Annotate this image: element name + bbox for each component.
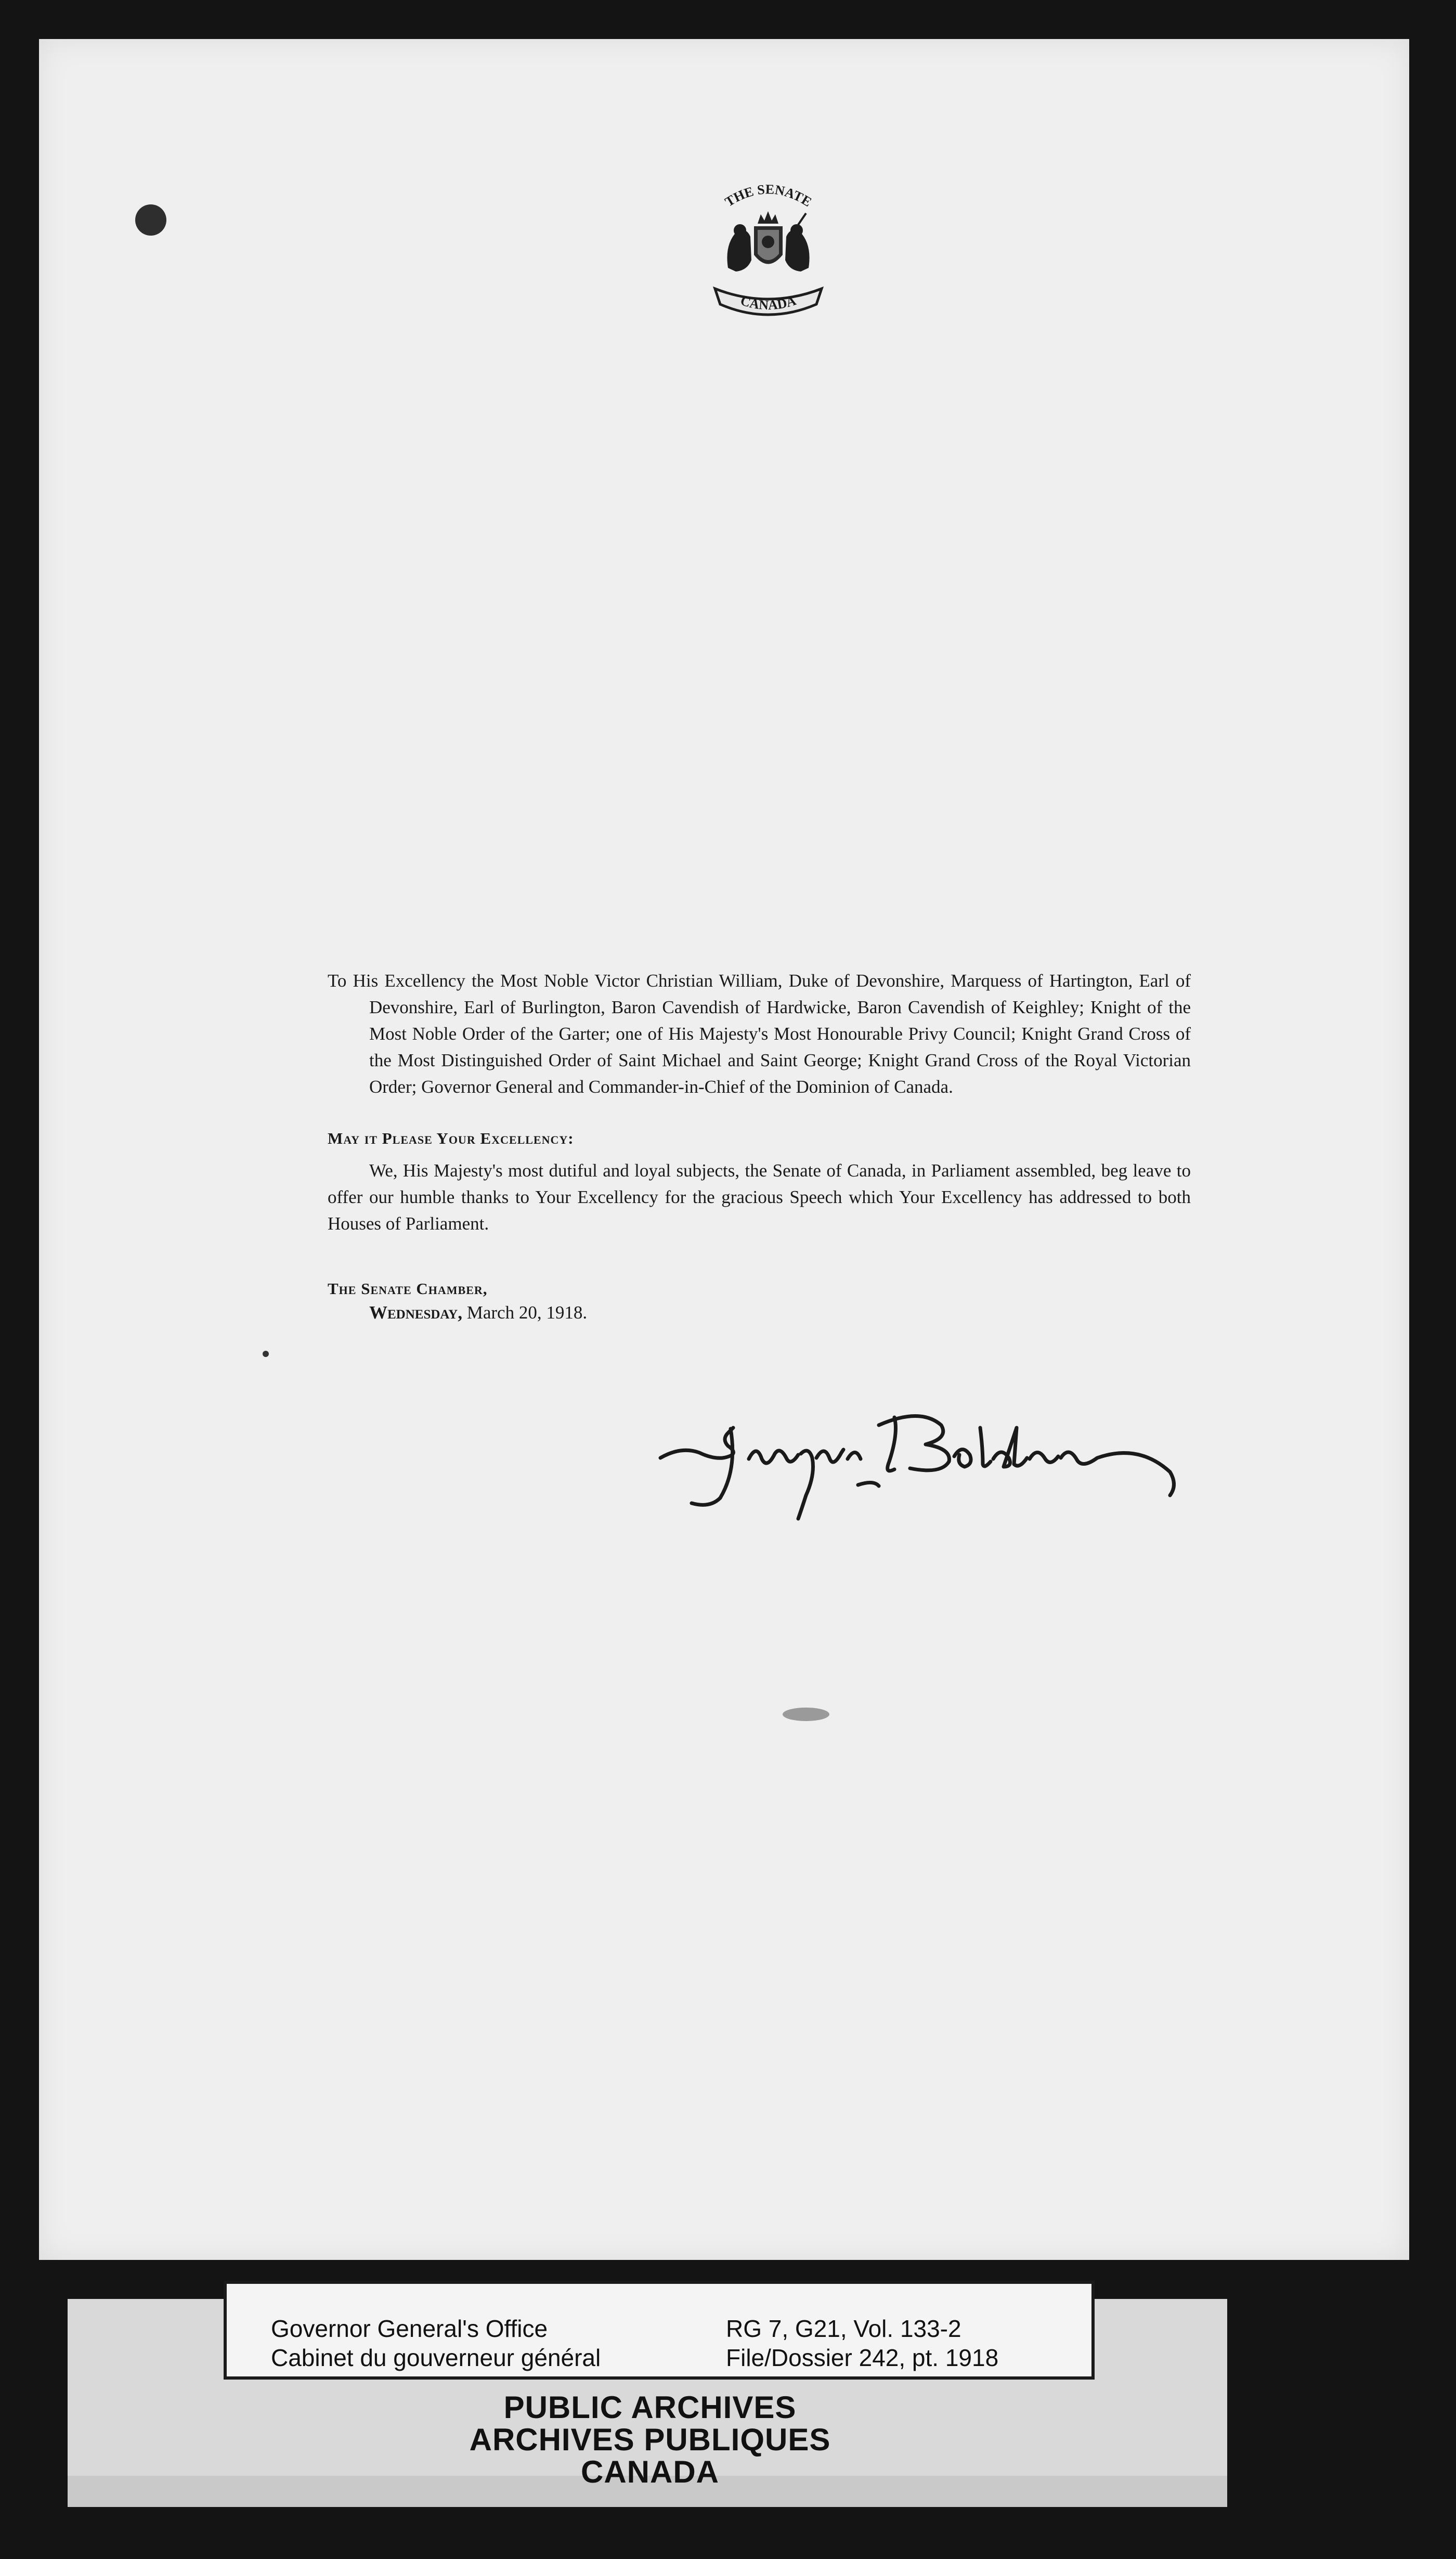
crest-icon [699, 177, 837, 320]
stamp-line-1: PUBLIC ARCHIVES [503, 2390, 797, 2425]
senate-crest [699, 177, 837, 320]
stamp-line-2: ARCHIVES PUBLIQUES [469, 2422, 831, 2457]
stain-mark [783, 1708, 829, 1721]
office-fr: Cabinet du gouverneur général [271, 2344, 601, 2371]
stamp-line-3: CANADA [581, 2454, 719, 2489]
stain-mark [135, 204, 166, 236]
file-reference-card [224, 2281, 1095, 2380]
signature [650, 1397, 1201, 1532]
record-group: RG 7, G21, Vol. 133-2 [726, 2315, 961, 2342]
svg-text:CANADA: CANADA [738, 293, 798, 313]
date-day: Wednesday, [369, 1302, 462, 1323]
signature-icon [650, 1397, 1201, 1532]
document-page [39, 39, 1409, 2260]
date-rest: March 20, 1918. [466, 1302, 588, 1323]
date-line [328, 1302, 1191, 1323]
svg-text:THE SENATE: THE SENATE [722, 182, 814, 210]
stain-mark [263, 1351, 269, 1357]
letter-body [328, 967, 1191, 1323]
file-number: File/Dossier 242, pt. 1918 [726, 2344, 999, 2371]
salutation: May it Please Your Excellency: [328, 1129, 574, 1147]
office-en: Governor General's Office [271, 2315, 548, 2342]
reference-column [726, 2314, 998, 2372]
body-paragraph: We, His Majesty's most dutiful and loyal subjects, the Senate of Canada, in Parliament assembled, beg leave to offer our humble thanks to Your Excellency for the gracious Speech which Your Excellency has addressed to both Houses of Parliament. [328, 1160, 1191, 1234]
place-line: The Senate Chamber, [328, 1280, 488, 1298]
archives-stamp [296, 2392, 1004, 2488]
office-column [271, 2314, 601, 2372]
address-paragraph: To His Excellency the Most Noble Victor Christian William, Duke of Devonshire, Marquess of Hartington, Earl of Devonshire, Earl of Burlington, Baron Cavendish of Hardwicke, Baron Cavendish of Keighley; Knight of the Most Noble Order of the Garter; one of His Majesty's Most Honourable Privy Council; Knight Grand Cross of the Most Distinguished Order of Saint Michael and Saint George; Knight Grand Cross of the Royal Victorian Order; Governor General and Commander-in-Chief of the Dominion of Canada. [328, 971, 1191, 1097]
